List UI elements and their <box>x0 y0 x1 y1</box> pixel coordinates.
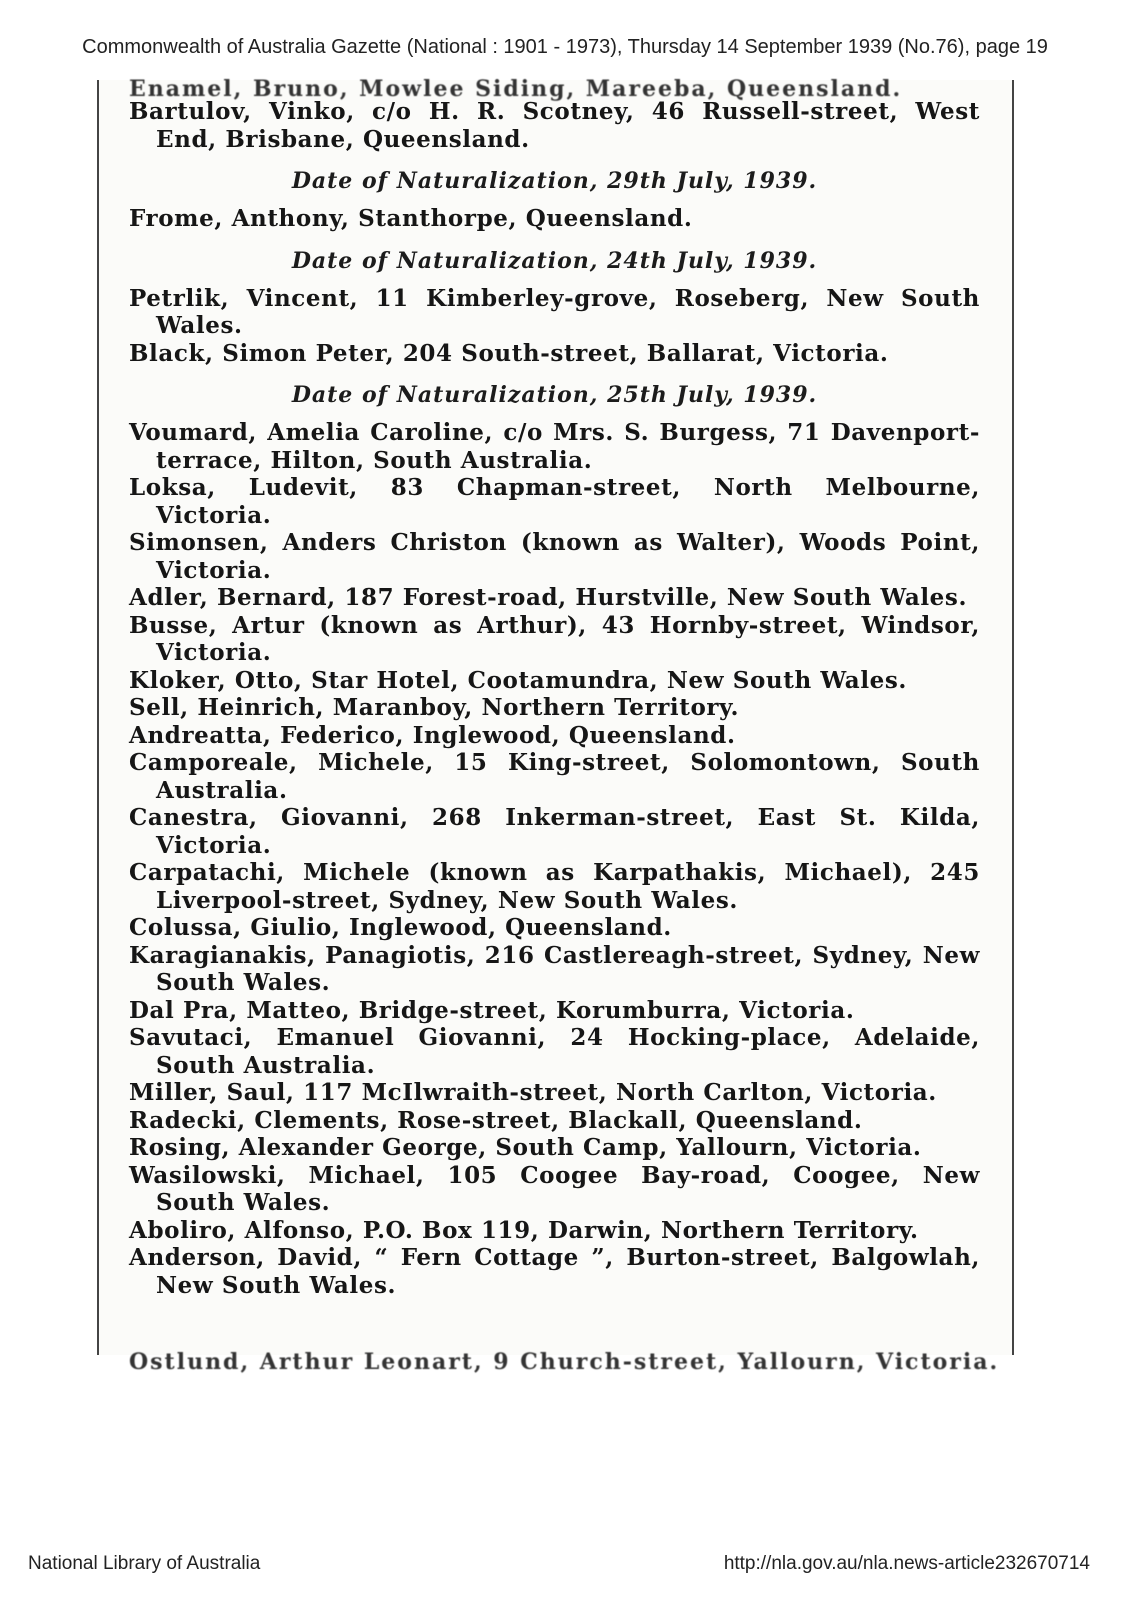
naturalization-list <box>129 98 980 1299</box>
naturalization-entry: Savutaci, Emanuel Giovanni, 24 Hocking-place, Adelaide, South Australia. <box>129 1024 980 1079</box>
naturalization-entry: Sell, Heinrich, Maranboy, Northern Territory. <box>129 694 740 721</box>
citation-header: Commonwealth of Australia Gazette (National : 1901 - 1973), Thursday 14 September 1939 (No.76), page 19 <box>82 36 1048 58</box>
cut-off-bottom-line <box>129 1349 1000 1375</box>
gazette-clipping <box>97 76 1014 1375</box>
naturalization-entry: Karagianakis, Panagiotis, 216 Castlereagh-street, Sydney, New South Wales. <box>129 941 980 996</box>
naturalization-entry: Aboliro, Alfonso, P.O. Box 119, Darwin, Northern Territory. <box>129 1216 919 1244</box>
page-footer <box>28 1553 1090 1575</box>
naturalization-entry: Miller, Saul, 117 McIlwraith-street, North Carlton, Victoria. <box>129 1079 937 1106</box>
naturalization-entry: Frome, Anthony, Stanthorpe, Queensland. <box>129 205 693 232</box>
cut-off-bottom-text: Ostlund, Arthur Leonart, 9 Church-street, Yallourn, Victoria. <box>129 1349 1000 1375</box>
naturalization-entry: Voumard, Amelia Caroline, c/o Mrs. S. Burgess, 71 Davenport-terrace, Hilton, South Australia. <box>129 419 980 474</box>
naturalization-entry: Adler, Bernard, 187 Forest-road, Hurstville, New South Wales. <box>129 584 968 611</box>
naturalization-date-section <box>129 168 980 233</box>
naturalization-date-heading: Date of Naturalization, 24th July, 1939. <box>291 247 818 274</box>
naturalization-entry: Petrlik, Vincent, 11 Kimberley-grove, Roseberg, New South Wales. <box>129 284 980 339</box>
cut-off-top-text: Enamel, Bruno, Mowlee Siding, Mareeba, Queensland. <box>129 76 903 102</box>
publisher-name: National Library of Australia <box>28 1553 261 1574</box>
naturalization-entry: Andreatta, Federico, Inglewood, Queensland. <box>129 721 736 749</box>
naturalization-date-section <box>129 248 980 368</box>
naturalization-entry: Radecki, Clements, Rose-street, Blackall, Queensland. <box>129 1106 863 1134</box>
naturalization-entry: Rosing, Alexander George, South Camp, Yallourn, Victoria. <box>129 1134 922 1161</box>
naturalization-entry: Simonsen, Anders Christon (known as Walter), Woods Point, Victoria. <box>129 529 980 584</box>
naturalization-entry: Canestra, Giovanni, 268 Inkerman-street, East St. Kilda, Victoria. <box>129 804 980 859</box>
article-url[interactable]: http://nla.gov.au/nla.news-article232670714 <box>723 1553 1090 1574</box>
naturalization-entry: Kloker, Otto, Star Hotel, Cootamundra, New South Wales. <box>129 666 908 694</box>
naturalization-entry: Loksa, Ludevit, 83 Chapman-street, North Melbourne, Victoria. <box>129 474 980 529</box>
naturalization-entry: Anderson, David, “ Fern Cottage ”, Burton-street, Balgowlah, New South Wales. <box>129 1244 980 1299</box>
naturalization-date-section <box>129 382 980 1299</box>
naturalization-entry: Dal Pra, Matteo, Bridge-street, Korumburra, Victoria. <box>129 996 855 1024</box>
naturalization-entry: Busse, Artur (known as Arthur), 43 Hornby-street, Windsor, Victoria. <box>129 611 980 666</box>
naturalization-entry: Wasilowski, Michael, 105 Coogee Bay-road, Coogee, New South Wales. <box>129 1161 980 1216</box>
naturalization-entry: Carpatachi, Michele (known as Karpathakis, Michael), 245 Liverpool-street, Sydney, New South Wales. <box>129 859 980 914</box>
naturalization-entry: Bartulov, Vinko, c/o H. R. Scotney, 46 Russell-street, West End, Brisbane, Queensland. <box>129 98 980 153</box>
naturalization-entry: Camporeale, Michele, 15 King-street, Solomontown, South Australia. <box>129 749 980 804</box>
cut-off-top-line <box>129 76 982 102</box>
naturalization-date-section <box>129 98 980 153</box>
naturalization-entry: Colussa, Giulio, Inglewood, Queensland. <box>129 914 672 941</box>
naturalization-date-heading: Date of Naturalization, 25th July, 1939. <box>291 382 818 408</box>
naturalization-entry: Black, Simon Peter, 204 South-street, Ballarat, Victoria. <box>129 339 889 367</box>
naturalization-date-heading: Date of Naturalization, 29th July, 1939. <box>291 168 818 194</box>
